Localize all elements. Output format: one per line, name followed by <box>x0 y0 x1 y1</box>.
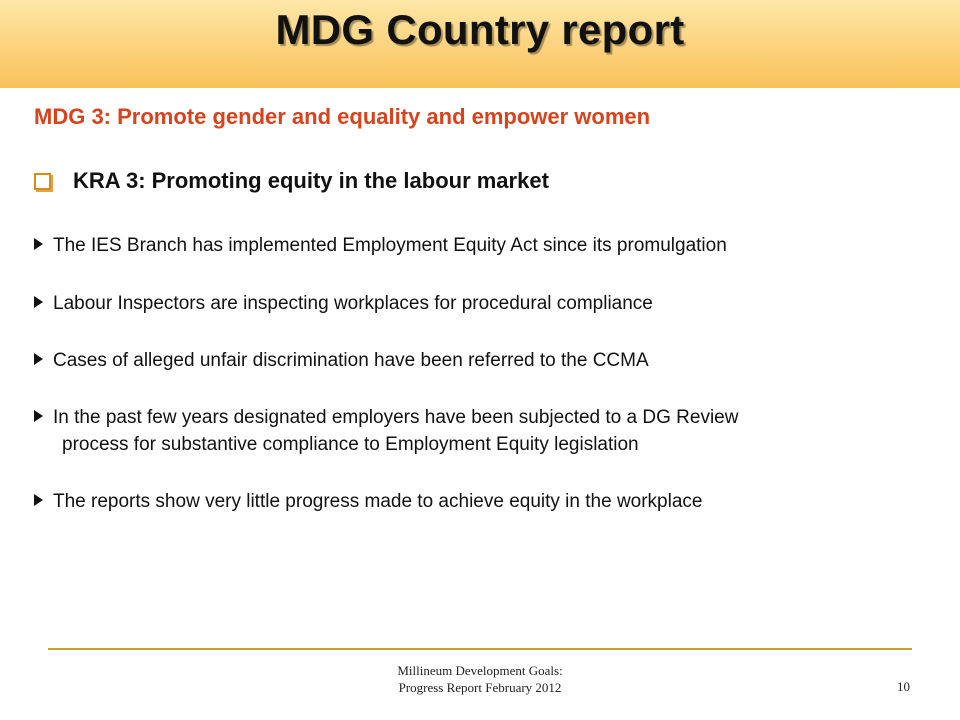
bullet-text: Labour Inspectors are inspecting workplaces for procedural compliance <box>53 293 653 314</box>
footer-line-2: Progress Report February 2012 <box>398 680 562 695</box>
arrow-bullet-icon <box>34 238 43 250</box>
footer-caption <box>0 662 960 696</box>
square-bullet-icon <box>34 173 51 190</box>
arrow-bullet-icon <box>34 296 43 308</box>
footer-divider <box>48 648 912 650</box>
kra-row <box>34 168 549 194</box>
section-heading: MDG 3: Promote gender and equality and empower women <box>34 104 651 129</box>
bullet-item <box>34 488 702 515</box>
arrow-bullet-icon <box>34 494 43 506</box>
bullet-text: The reports show very little progress made to achieve equity in the workplace <box>53 491 703 512</box>
bullet-item <box>34 232 727 259</box>
bullet-item <box>34 290 653 317</box>
bullet-item <box>34 404 738 458</box>
bullet-item <box>34 347 649 374</box>
kra-text: KRA 3: Promoting equity in the labour market <box>73 168 549 193</box>
bullet-text-continuation: process for substantive compliance to Employment Equity legislation <box>62 434 639 455</box>
footer-line-1: Millineum Development Goals: <box>397 663 563 678</box>
bullet-text: Cases of alleged unfair discrimination have been referred to the CCMA <box>53 350 649 371</box>
arrow-bullet-icon <box>34 353 43 365</box>
bullet-text: The IES Branch has implemented Employment Equity Act since its promulgation <box>53 235 727 256</box>
page-number: 10 <box>897 679 910 694</box>
arrow-bullet-icon <box>34 410 43 422</box>
bullet-text: In the past few years designated employers have been subjected to a DG Review <box>53 407 739 428</box>
slide-title: MDG Country report <box>275 6 685 53</box>
